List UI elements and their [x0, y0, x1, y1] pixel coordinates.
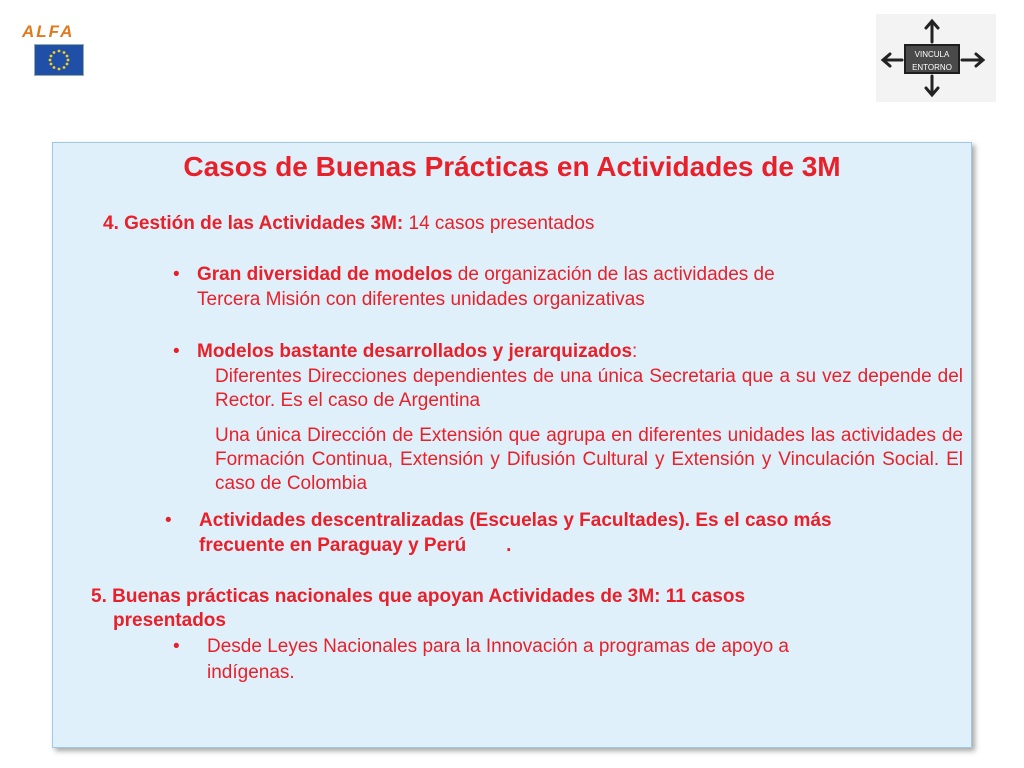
s4-bullet2-bold: Modelos bastante desarrollados y jerarquizados	[197, 341, 633, 362]
content-panel	[52, 142, 972, 748]
section5-heading-line2: presentados	[113, 610, 226, 631]
s4-bullet3-text: frecuente en Paraguay y Perú	[199, 535, 467, 556]
bullet-icon: •	[173, 264, 180, 285]
s4-sub-paragraph-1: Diferentes Direcciones dependientes de una única Secretaria que a su vez depende del Rector. Es el caso de Argentina	[215, 366, 963, 411]
vincula-entorno-box	[904, 44, 960, 74]
s5-bullet1-line2: indígenas.	[207, 662, 295, 683]
s4-bullet3-end: .	[506, 535, 512, 556]
section5-heading-line1: 5. Buenas prácticas nacionales que apoyan Actividades de 3M: 11 casos	[91, 586, 746, 607]
alfa-logo-text: ALFA	[22, 22, 75, 41]
s4-bullet1-rest: de organización de las actividades de	[452, 264, 775, 285]
alfa-logo	[22, 22, 84, 74]
s5-bullet1-line1: Desde Leyes Nacionales para la Innovación a programas de apoyo a	[207, 636, 789, 657]
bullet-icon: •	[173, 636, 180, 657]
section4-heading-rest: 14 casos presentados	[403, 213, 595, 234]
s4-bullet1-line1	[197, 264, 775, 286]
section4-heading-bold: 4. Gestión de las Actividades 3M:	[103, 213, 404, 234]
page-title: Casos de Buenas Prácticas en Actividades de 3M	[183, 151, 841, 182]
eu-flag-icon	[34, 44, 84, 76]
s4-bullet2	[197, 341, 637, 363]
vincula-line2: ENTORNO	[912, 63, 952, 72]
bullet-icon: •	[165, 510, 172, 531]
s4-bullet3-line1: Actividades descentralizadas (Escuelas y Facultades). Es el caso más	[199, 510, 832, 531]
vincula-line1: VINCULA	[914, 50, 950, 59]
s4-bullet1-bold: Gran diversidad de modelos	[197, 264, 453, 285]
s4-bullet2-rest: :	[632, 341, 638, 362]
s4-sub-paragraph-2: Una única Dirección de Extensión que agrupa en diferentes unidades las actividades de Formación Continua, Extensión y Difusión Cultural y Extensión y Vinculación Social. El caso de Colombia	[215, 425, 963, 494]
vincula-entorno-logo	[876, 14, 996, 102]
s4-bullet3-line2	[199, 535, 511, 557]
s4-bullet1-line2: Tercera Misión con diferentes unidades organizativas	[197, 289, 645, 310]
bullet-icon: •	[173, 341, 180, 362]
section4-heading	[103, 213, 594, 235]
